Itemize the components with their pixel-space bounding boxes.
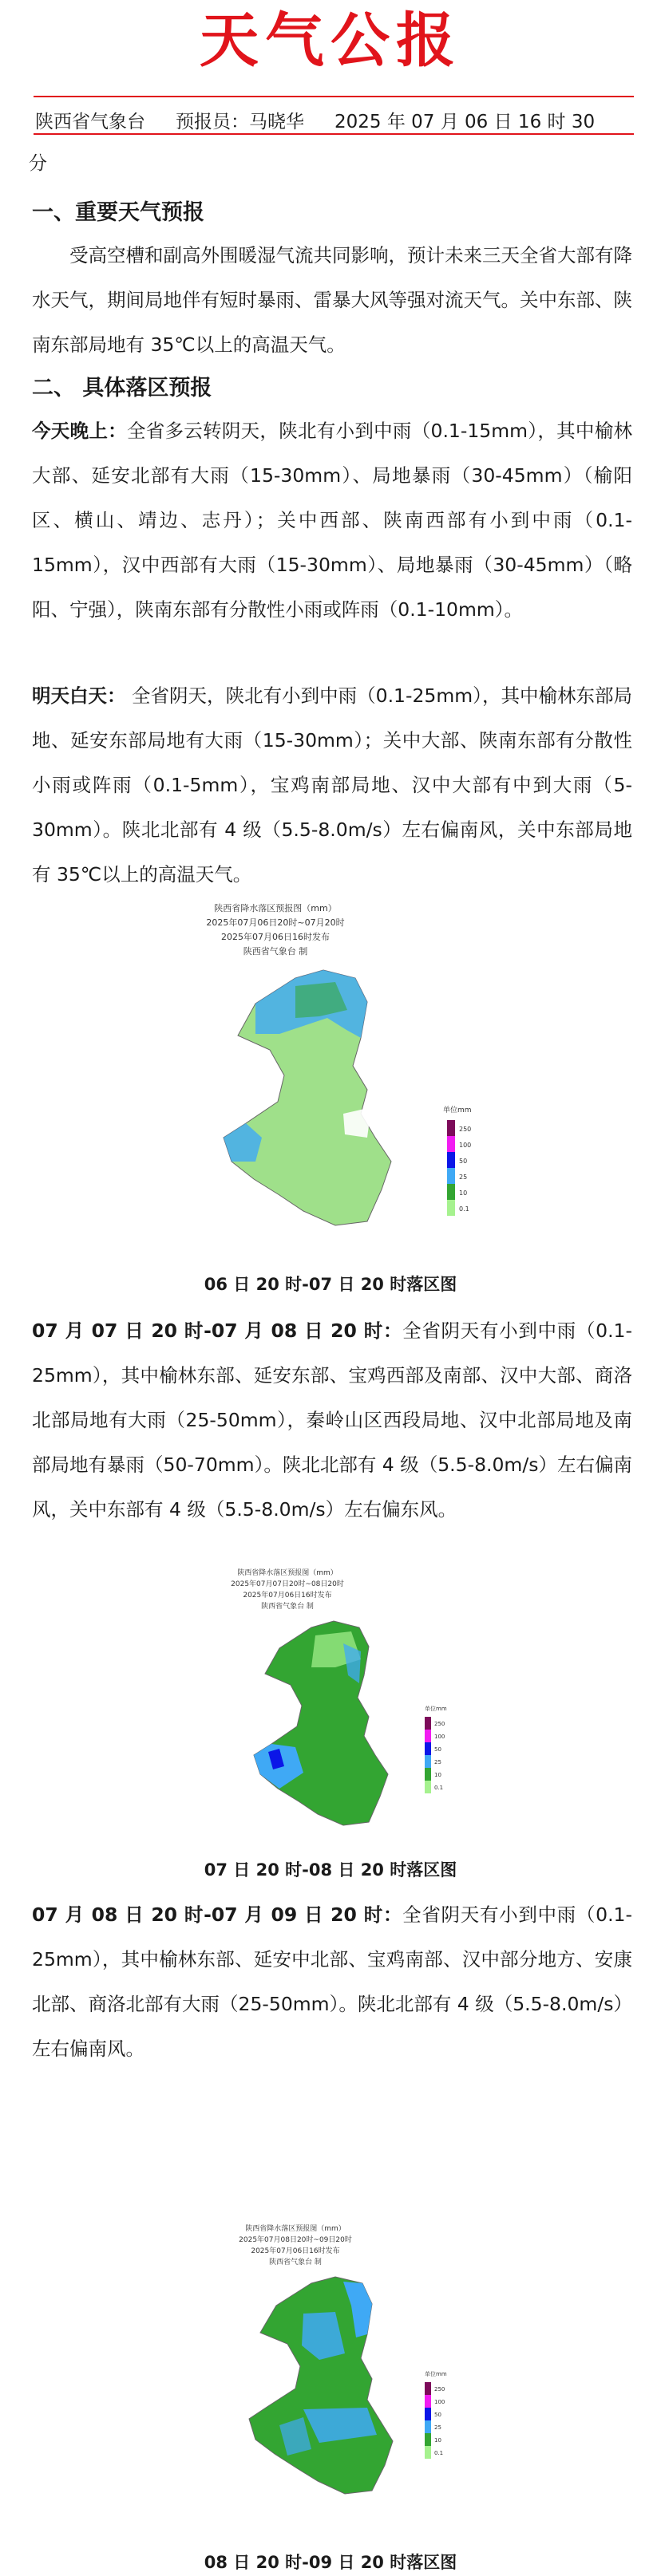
bulletin-title: 天气公报: [200, 6, 461, 75]
map3-legend-swatch-50: [425, 2408, 431, 2420]
map1-producer: 陕西省气象台 制: [243, 946, 308, 957]
map3-legend-swatch-0-1: [425, 2446, 431, 2459]
map1-legend-swatch-25: [447, 1168, 455, 1184]
map3-legend-swatch-25: [425, 2420, 431, 2433]
map2-legend-label-50: 50: [434, 1746, 441, 1753]
period3-forecast: [32, 1892, 632, 2071]
rain-map-1-svg: [176, 898, 495, 1265]
map3-legend-label-10: 10: [434, 2437, 441, 2444]
map3-period: 2025年07月08日20时~09日20时: [239, 2236, 352, 2244]
map1-legend-swatch-100: [447, 1136, 455, 1152]
map1-legend-swatch-0-1: [447, 1200, 455, 1216]
map1-legend-label-250: 250: [459, 1126, 472, 1133]
map1-legend-label-100: 100: [459, 1142, 472, 1149]
tomorrow-text: 全省阴天，陕北有小到中雨（0.1-25mm），其中榆林东部局地、延安东部局地有大雨（15-30mm）；关中大部、陕南东部有分散性小雨或阵雨（0.1-5mm），宝鸡南部局地、汉中大部有中到大雨（5-30mm）。陕北北部有 4 级（5.5-8.0m/s）左右偏南风，关中东部局地有 35℃以上的高温天气。: [32, 684, 632, 886]
map2-producer: 陕西省气象台 制: [261, 1603, 314, 1611]
tonight-text: 全省多云转阴天，陕北有小到中雨（0.1-15mm），其中榆林大部、延安北部有大雨（15-30mm）、局地暴雨（30-45mm）（榆阳区、横山、靖边、志丹）；关中西部、陕南西部有小到中雨（0.1-15mm），汉中西部有大雨（15-30mm）、局地暴雨（30-45mm）（略阳、宁强），陕南东部有分散性小雨或阵雨（0.1-10mm）。: [32, 420, 633, 621]
tonight-forecast: [32, 408, 632, 632]
map2-legend-label-0-1: 0.1: [434, 1785, 444, 1791]
map3-legend-swatch-250: [425, 2382, 431, 2395]
section2-heading: 二、 具体落区预报: [32, 376, 212, 400]
period2-forecast: [32, 1308, 632, 1532]
map2-legend-swatch-10: [425, 1768, 431, 1781]
rain-map-3-svg: [208, 2218, 479, 2521]
map1-legend: [443, 1105, 472, 1216]
map1-legend-swatch-250: [447, 1120, 455, 1136]
map2-title: 陕西省降水落区预报图（mm）: [237, 1569, 338, 1577]
map2-issued: 2025年07月06日16时发布: [243, 1592, 332, 1600]
map1-period: 2025年07月06日20时~07月20时: [206, 917, 345, 928]
map2-legend-swatch-50: [425, 1742, 431, 1755]
map2-legend-label-10: 10: [434, 1772, 441, 1778]
map3-legend-unit: 单位mm: [425, 2371, 447, 2377]
rain-map-2-svg: [216, 1564, 471, 1851]
tomorrow-label: 明天白天：: [32, 684, 126, 707]
map2-period: 2025年07月07日20时~08日20时: [231, 1580, 344, 1588]
tomorrow-forecast: [32, 673, 632, 897]
forecaster-name: 预报员：马晓华: [176, 112, 304, 132]
agency-name: 陕西省气象台: [35, 112, 145, 132]
map3-legend-label-50: 50: [434, 2412, 441, 2418]
map1-legend-label-25: 25: [459, 1174, 468, 1181]
map3-legend-label-25: 25: [434, 2424, 441, 2431]
map2-legend-label-250: 250: [434, 1721, 445, 1727]
map3-legend-label-100: 100: [434, 2399, 445, 2405]
map2-legend: [425, 1705, 447, 1793]
issue-time-tail: 分: [29, 153, 47, 174]
map1-legend-swatch-10: [447, 1184, 455, 1200]
map3-legend-swatch-10: [425, 2433, 431, 2446]
map2-legend-swatch-0-1: [425, 1781, 431, 1793]
map1-legend-label-10: 10: [459, 1189, 468, 1197]
rain-map-1: [176, 898, 495, 1268]
map3-legend-label-0-1: 0.1: [434, 2450, 444, 2456]
period2-text: 全省阴天有小到中雨（0.1-25mm），其中榆林东部、延安东部、宝鸡西部及南部、汉中大部、商洛北部局地有大雨（25-50mm），秦岭山区西段局地、汉中北部局地及南部局地有暴雨（50-70mm）。陕北北部有 4 级（5.5-8.0m/s）左右偏南风，关中东部有 4 级（5.5-8.0m/s）左右偏东风。: [32, 1320, 632, 1521]
map2-legend-swatch-250: [425, 1717, 431, 1730]
map2-caption: 07 日 20 时-08 日 20 时落区图: [204, 1860, 457, 1880]
map1-legend-unit: 单位mm: [443, 1107, 472, 1114]
map3-legend-swatch-100: [425, 2395, 431, 2408]
period3-label: 07 月 08 日 20 时-07 月 09 日 20 时：: [32, 1903, 403, 1926]
section1-heading: 一、重要天气预报: [32, 200, 204, 225]
header-top-rule: [34, 96, 634, 97]
map3-caption: 08 日 20 时-09 日 20 时落区图: [204, 2553, 457, 2572]
map2-legend-swatch-100: [425, 1730, 431, 1742]
map2-legend-unit: 单位mm: [425, 1706, 447, 1712]
map1-caption: 06 日 20 时-07 日 20 时落区图: [204, 1275, 457, 1294]
map1-title: 陕西省降水落区预报图（mm）: [214, 903, 337, 913]
map2-legend-swatch-25: [425, 1755, 431, 1768]
tonight-label: 今天晚上：: [32, 420, 127, 442]
map3-legend-label-250: 250: [434, 2386, 445, 2393]
map1-issued: 2025年07月06日16时发布: [221, 932, 330, 942]
map3-producer: 陕西省气象台 制: [269, 2258, 322, 2266]
rain-map-2: [216, 1564, 471, 1854]
header-bottom-rule: [34, 133, 634, 135]
section1-text: 受高空槽和副高外围暖湿气流共同影响，预计未来三天全省大部有降水天气，期间局地伴有短时暴雨、雷暴大风等强对流天气。关中东部、陕南东部局地有 35℃以上的高温天气。: [32, 244, 632, 356]
map3-issued: 2025年07月06日16时发布: [251, 2247, 340, 2255]
map1-legend-swatch-50: [447, 1152, 455, 1168]
map2-legend-label-100: 100: [434, 1734, 445, 1740]
map3-province-outline: [249, 2277, 393, 2494]
period3-text: 全省阴天有小到中雨（0.1-25mm），其中榆林东部、延安中北部、宝鸡南部、汉中部分地方、安康北部、商洛北部有大雨（25-50mm）。陕北北部有 4 级（5.5-8.0m/s）左右偏南风。: [32, 1903, 632, 2060]
map2-legend-label-25: 25: [434, 1759, 441, 1765]
map3-title: 陕西省降水落区预报图（mm）: [245, 2225, 346, 2233]
issue-time: 2025 年 07 月 06 日 16 时 30: [334, 112, 596, 132]
period2-label: 07 月 07 日 20 时-07 月 08 日 20 时：: [32, 1320, 403, 1342]
map1-legend-label-0-1: 0.1: [459, 1205, 469, 1213]
rain-map-3: [208, 2218, 479, 2524]
map1-legend-label-50: 50: [459, 1158, 468, 1165]
map3-legend: [425, 2370, 447, 2459]
